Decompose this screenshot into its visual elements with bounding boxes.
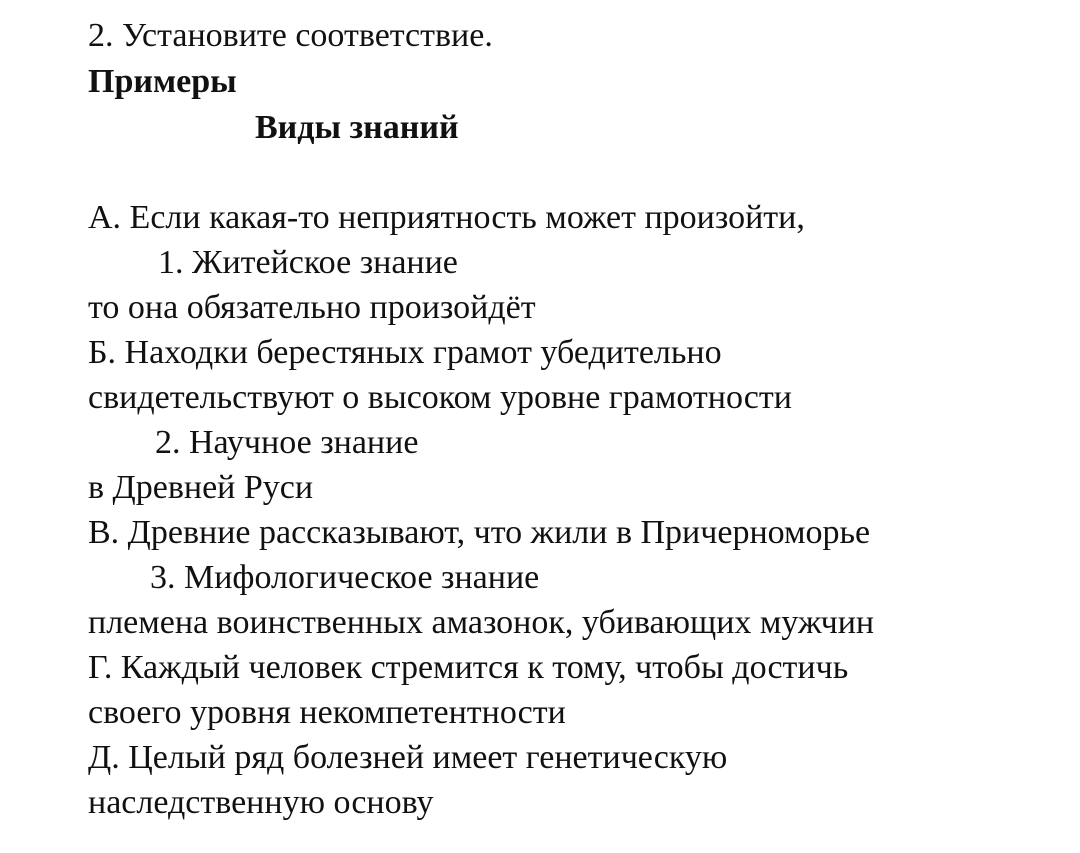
example-g-line-2: своего уровня некомпетентности [88, 694, 566, 731]
knowledge-type-2: 2. Научное знание [155, 424, 419, 461]
example-v-line-1: В. Древние рассказывают, что жили в Причерноморье [88, 514, 871, 551]
example-b-line-1: Б. Находки берестяных грамот убедительно [88, 334, 722, 371]
example-d-line-2: наследственную основу [88, 784, 434, 821]
column-types-heading: Виды знаний [255, 109, 459, 146]
column-examples-heading: Примеры [88, 63, 237, 100]
example-v-line-2: племена воинственных амазонок, убивающих мужчин [88, 604, 875, 641]
example-b-line-2: свидетельствуют о высоком уровне грамотности [88, 379, 792, 416]
example-a-line-2: то она обязательно произойдёт [88, 289, 536, 326]
knowledge-type-3: 3. Мифологическое знание [150, 559, 540, 596]
example-a-line-1: А. Если какая-то неприятность может произойти, [88, 199, 805, 236]
example-b-line-3: в Древней Руси [88, 469, 314, 506]
example-g-line-1: Г. Каждый человек стремится к тому, чтобы достичь [88, 649, 849, 686]
task-heading: 2. Установите соответствие. [88, 17, 493, 54]
example-d-line-1: Д. Целый ряд болезней имеет генетическую [88, 739, 728, 776]
knowledge-type-1: 1. Житейское знание [158, 244, 458, 281]
